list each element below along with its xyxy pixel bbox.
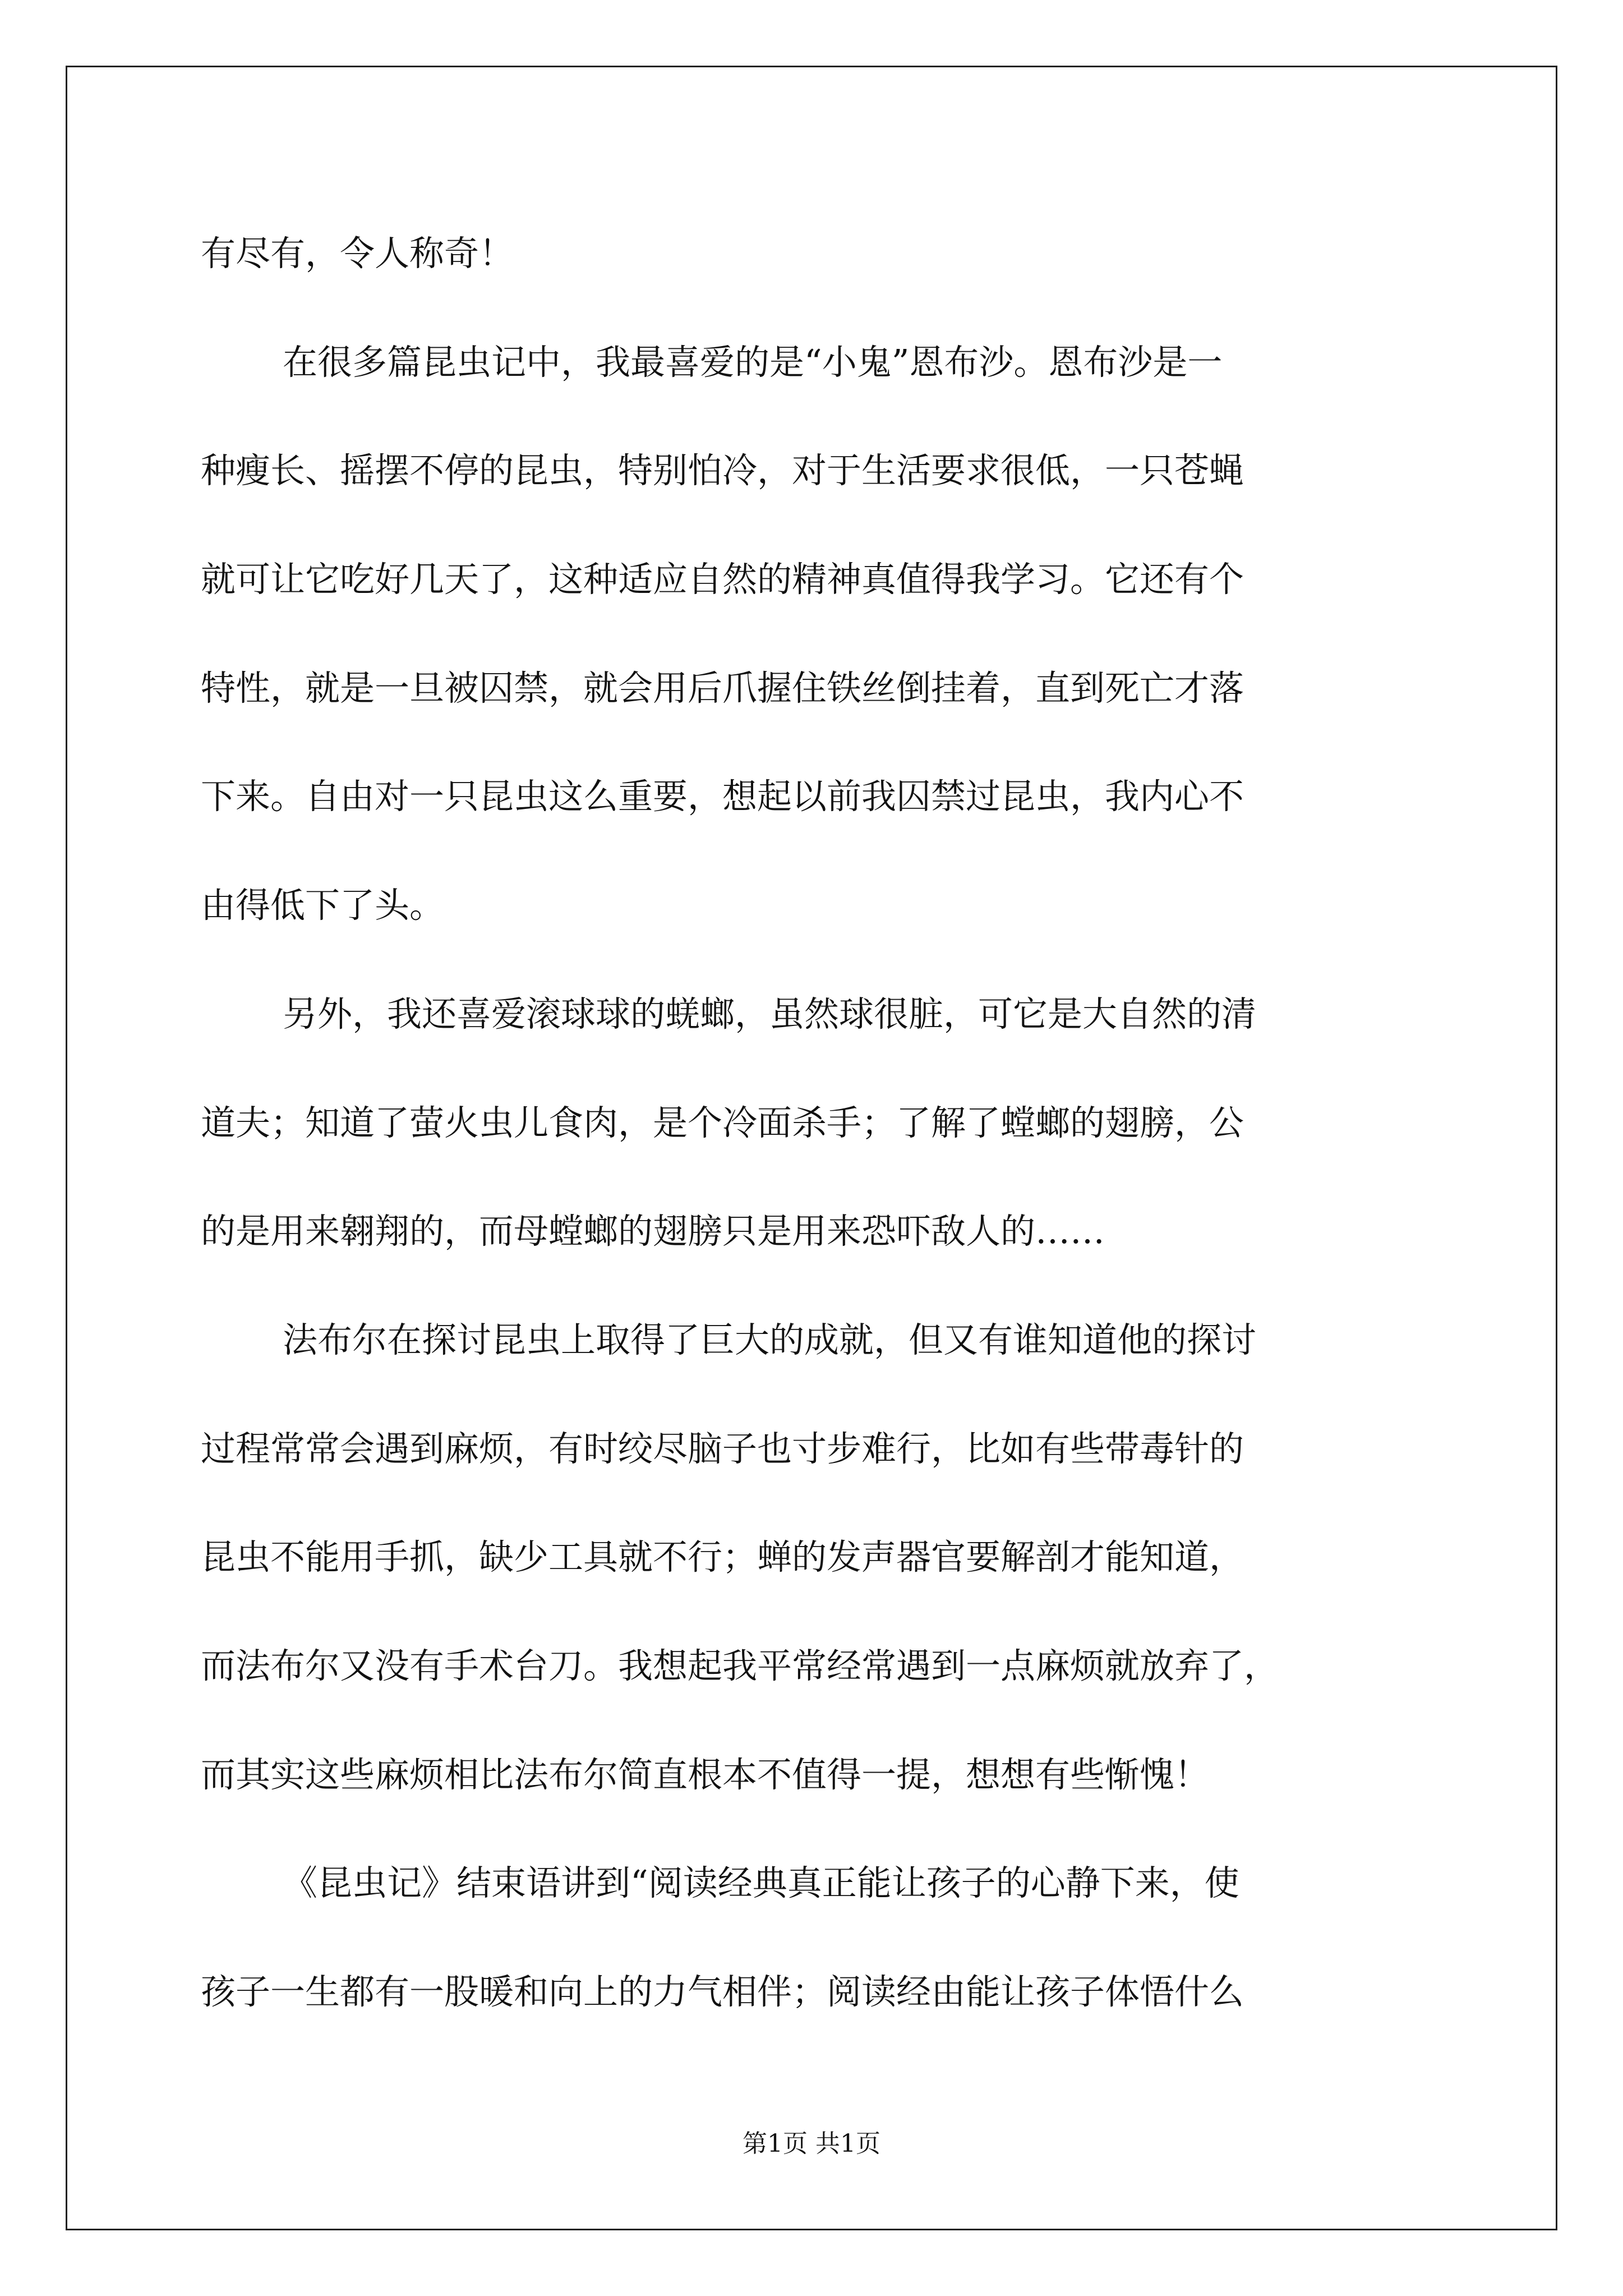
text-line: 就可让它吃好几天了，这种适应自然的精神真值得我学习。它还有个 [201,559,1244,600]
text-line: 的是用来翱翔的，而母螳螂的翅膀只是用来恐吓敌人的…… [201,1211,1105,1252]
page-number-footer: 第1页 共1页 [743,2129,880,2158]
document-body [201,199,1429,2046]
text-line: 过程常常会遇到麻烦，有时绞尽脑子也寸步难行，比如有些带毒针的 [201,1428,1244,1469]
text-line: 道夫；知道了萤火虫儿食肉，是个冷面杀手；了解了螳螂的翅膀，公 [201,1102,1244,1143]
text-line: 孩子一生都有一股暖和向上的力气相伴；阅读经由能让孩子体悟什么 [201,1971,1244,2012]
text-line: 特性，就是一旦被囚禁，就会用后爪握住铁丝倒挂着，直到死亡才落 [201,667,1244,708]
text-line: 《昆虫记》结束语讲到“阅读经典真正能让孩子的心静下来，使 [283,1862,1239,1904]
text-line: 有尽有，令人称奇！ [201,233,514,274]
text-line: 在很多篇昆虫记中，我最喜爱的是“小鬼”恩布沙。恩布沙是一 [283,341,1223,383]
text-line: 而其实这些麻烦相比法布尔简直根本不值得一提，想想有些惭愧！ [201,1754,1210,1795]
text-line: 而法布尔又没有手术台刀。我想起我平常经常遇到一点麻烦就放弃了， [201,1645,1279,1686]
text-line: 昆虫不能用手抓，缺少工具就不行；蝉的发声器官要解剖才能知道， [201,1536,1244,1578]
text-line: 法布尔在探讨昆虫上取得了巨大的成就，但又有谁知道他的探讨 [283,1319,1257,1360]
text-line: 另外，我还喜爱滚球球的蜣螂，虽然球很脏，可它是大自然的清 [283,993,1257,1034]
text-line: 种瘦长、摇摆不停的昆虫，特别怕冷，对于生活要求很低，一只苍蝇 [201,450,1244,491]
text-line: 由得低下了头。 [201,885,445,926]
text-line: 下来。自由对一只昆虫这么重要，想起以前我囚禁过昆虫，我内心不 [201,776,1244,817]
